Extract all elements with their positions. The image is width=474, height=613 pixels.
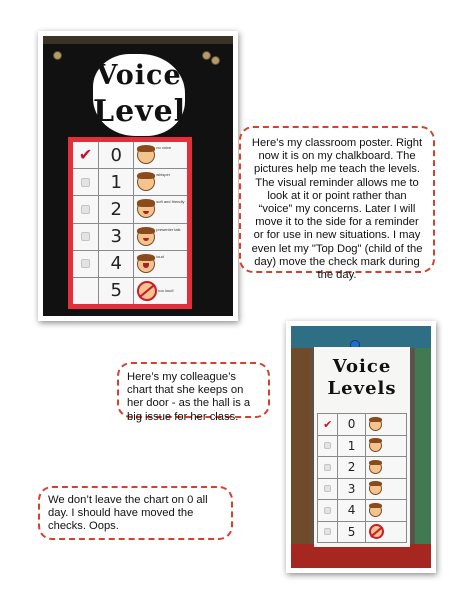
classroom-poster-callout [239,126,435,282]
check-cell [73,169,99,195]
velcro-dot [324,528,331,535]
check-cell [318,500,338,521]
face-cell [134,196,187,222]
chalkboard-background [43,36,233,316]
too-loud-crossed-face-icon [137,281,157,301]
level-number: 5 [99,278,134,304]
velcro-dot [81,259,90,268]
no-voice-face-icon [137,146,155,164]
callout-text: Here’s my classroom poster. Right now it is on my chalkboard. The pictures help me teach the levels. The visual reminder allows me to look at it or point rather than “voice” my concerns. Later I will move it to the side for a reminder or for use in new situations. I may even let my "Top Dog" (child of the day) move the check mark during the day. [251,137,423,282]
too-loud-crossed-face-icon [369,524,384,539]
chart-row [318,479,406,501]
check-cell [73,196,99,222]
door-background [291,326,431,568]
chart-row [73,251,187,278]
chart-row [73,224,187,251]
face-cell [134,251,187,277]
level-label: no voice [156,145,172,150]
level-label: too loud! [158,287,174,293]
check-mark-icon: ✔ [78,145,93,165]
face-cell [366,500,406,521]
check-cell [318,436,338,457]
voice-level-chart [73,142,187,304]
door-chart-title-line2: Levels [327,378,397,399]
door-top-trim [291,326,431,348]
level-number: 3 [99,224,134,250]
door-bottom-trim [291,544,431,568]
check-cell [73,224,99,250]
level-number: 1 [99,169,134,195]
pushpin-icon [211,56,220,65]
level-number: 4 [99,251,134,277]
loud-face-icon [369,504,382,517]
face-cell [134,224,187,250]
door-voice-level-chart [317,413,407,543]
poster-title-sign [93,54,185,136]
check-cell [318,414,338,435]
level-number: 5 [338,522,365,543]
face-cell [366,414,406,435]
velcro-dot [324,464,331,471]
face-cell [366,522,406,543]
level-number: 0 [99,142,134,168]
face-cell [366,479,406,500]
door-chart-title-line1: Voice [332,356,392,377]
chart-row [73,169,187,196]
check-cell [318,479,338,500]
face-cell [134,169,187,195]
poster-title-line2: Level [93,94,187,129]
face-cell [134,142,187,168]
chart-row [318,457,406,479]
velcro-dot [81,232,90,241]
velcro-dot [81,178,90,187]
level-label: whisper [156,172,171,178]
velcro-dot [324,442,331,449]
check-cell [318,522,338,543]
whisper-face-icon [137,173,155,191]
chart-row [73,196,187,223]
level-number: 1 [338,436,365,457]
face-cell [366,436,406,457]
door-right-strip [415,348,431,568]
level-number: 4 [338,500,365,521]
velcro-dot [81,205,90,214]
chart-row [318,414,406,436]
pushpin-icon [53,51,62,60]
soft-voice-face-icon [369,461,382,474]
velcro-dot [324,485,331,492]
colleague-door-chart-photo [286,321,436,573]
face-cell [366,457,406,478]
presenter-face-icon [137,228,155,246]
door-chart-paper [314,347,410,547]
poster-title-line1: Voice [96,60,182,91]
chart-row [318,500,406,522]
check-mark-icon: ✔ [323,417,333,431]
chalkboard-top-edge [43,36,233,44]
level-label: loud [156,253,164,259]
level-number: 3 [338,479,365,500]
no-voice-face-icon [369,418,382,431]
level-label: presenter talk [156,226,181,232]
callout-text: Here’s my colleague’s chart that she keeps on her door - as the hall is a big issue for her class. [127,371,251,423]
velcro-dot [324,507,331,514]
level-number: 0 [338,414,365,435]
chart-row [318,436,406,458]
chart-row [73,142,187,169]
chart-row [73,278,187,304]
face-cell [134,278,187,304]
presenter-face-icon [369,482,382,495]
callout-text: We don’t leave the chart on 0 all day. I should have moved the checks. Oops. [48,494,208,533]
level-number: 2 [338,457,365,478]
pushpin-icon [202,51,211,60]
door-left-strip [291,348,311,568]
oops-note-callout [38,486,233,540]
loud-face-icon [137,255,155,273]
check-cell [73,142,99,168]
level-number: 2 [99,196,134,222]
classroom-poster-photo [38,31,238,321]
soft-voice-face-icon [137,200,155,218]
check-cell [73,251,99,277]
check-cell [73,278,99,304]
colleague-chart-callout [117,362,270,423]
check-cell [318,457,338,478]
chart-row [318,522,406,543]
level-label: soft and friendly [156,199,185,205]
whisper-face-icon [369,439,382,452]
